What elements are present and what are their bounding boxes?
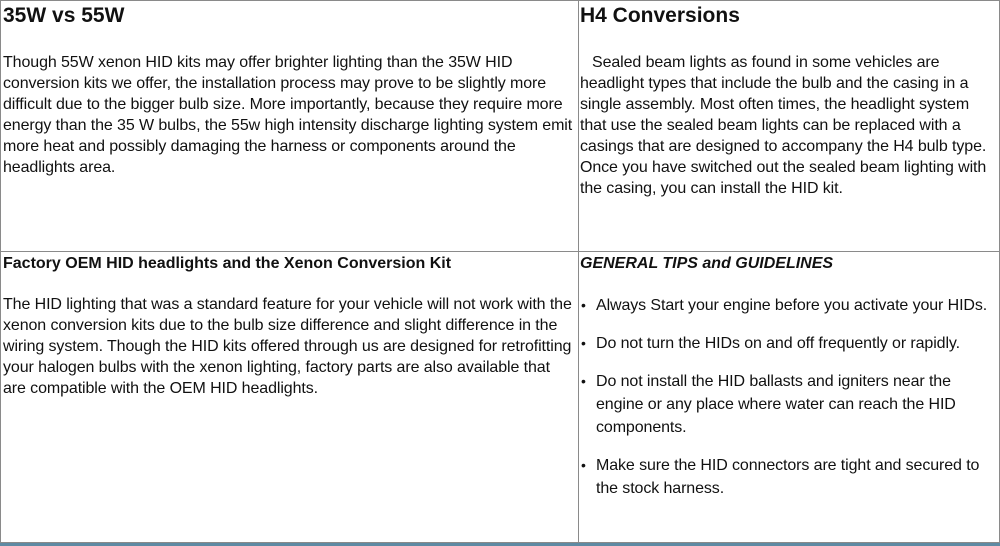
list-item	[580, 454, 998, 500]
tip-text: Make sure the HID connectors are tight and secured to the stock harness.	[596, 457, 980, 497]
section-title: H4 Conversions	[580, 4, 740, 27]
section-general-tips	[580, 254, 998, 542]
list-item	[580, 370, 998, 439]
bullet-icon: •	[581, 335, 586, 351]
section-title: GENERAL TIPS and GUIDELINES	[580, 255, 834, 272]
bullet-icon: •	[581, 457, 586, 473]
section-factory-oem-hid	[3, 254, 577, 542]
list-item	[580, 332, 998, 355]
bullet-icon: •	[581, 297, 586, 313]
tips-list	[580, 294, 998, 500]
section-body: Sealed beam lights as found in some vehicles are headlight types that include the bulb and the casing in a single assembly. Most often times, the headlight system that use the sealed beam lights can be replaced with a casings that are designed to accompany the H4 bulb type. Once you have switched out the sealed beam lighting with the casing, you can install the HID kit.	[580, 54, 987, 197]
tip-text: Do not install the HID ballasts and igniters near the engine or any place where water can reach the HID components.	[596, 373, 956, 436]
section-h4-conversions	[580, 4, 998, 250]
section-35w-vs-55w	[3, 4, 577, 250]
tip-text: Do not turn the HIDs on and off frequently or rapidly.	[596, 335, 960, 352]
section-body: The HID lighting that was a standard feature for your vehicle will not work with the xenon conversion kits due to the bulb size difference and slight difference in the wiring system. Though the HID kits offered through us are designed for retrofitting your halogen bulbs with the xenon lighting, factory parts are also available that are compatible with the OEM HID headlights.	[3, 296, 572, 397]
section-title: 35W vs 55W	[3, 4, 125, 27]
list-item	[580, 294, 998, 317]
tip-text: Always Start your engine before you activate your HIDs.	[596, 297, 988, 314]
section-body: Though 55W xenon HID kits may offer brighter lighting than the 35W HID conversion kits we offer, the installation process may prove to be slightly more difficult due to the bigger bulb size. More importantly, because they require more energy than the 35 W bulbs, the 55w high intensity discharge lighting system emit more heat and possibly damaging the harness or components around the headlights area.	[3, 54, 573, 176]
row-divider	[0, 251, 1000, 252]
column-divider	[578, 0, 579, 543]
bullet-icon: •	[581, 373, 586, 389]
section-title: Factory OEM HID headlights and the Xenon Conversion Kit	[3, 255, 452, 272]
